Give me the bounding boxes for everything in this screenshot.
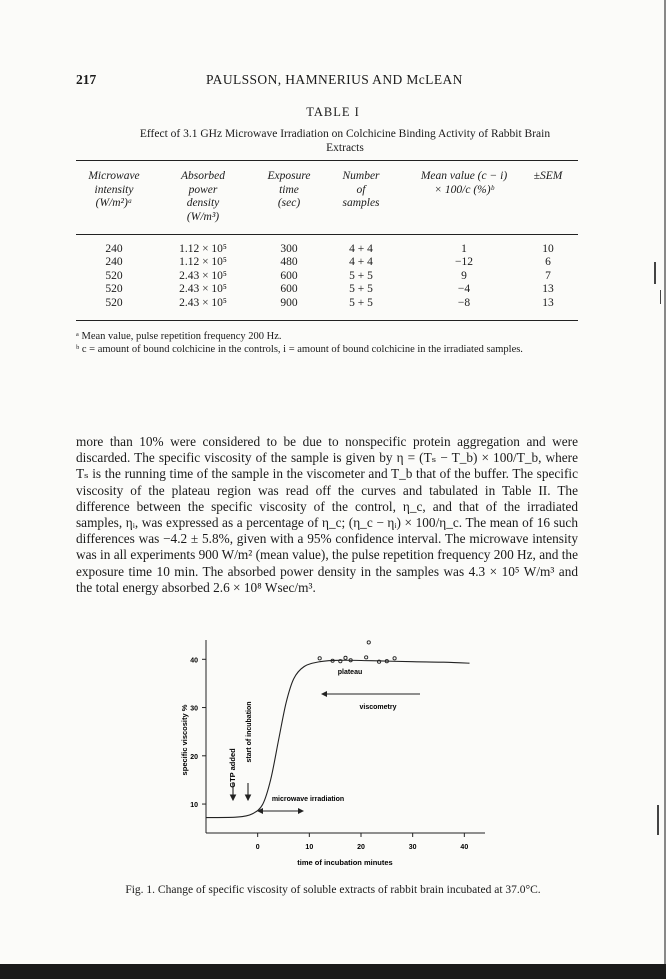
cell-samples: 5 + 5: [349, 269, 373, 282]
y-axis-label: specific viscosity %: [180, 704, 189, 776]
cell-exposure: 480: [280, 256, 298, 269]
cell-samples: 4 + 4: [349, 243, 373, 255]
data-point: [344, 656, 347, 659]
header-mean-value: [402, 170, 526, 197]
cell-intensity: 520: [105, 283, 123, 296]
cell-intensity: 240: [105, 256, 123, 269]
figure-caption: Fig. 1. Change of specific viscosity of soluble extracts of rabbit brain incubated at 37.0°C.: [125, 884, 541, 896]
cell-power-density: 1.12 × 10⁵: [179, 256, 227, 269]
data-point: [367, 641, 370, 644]
page-number: 217: [76, 72, 97, 87]
cell-samples: 5 + 5: [349, 296, 373, 309]
table-row: [76, 283, 578, 296]
cell-exposure: 600: [280, 269, 298, 282]
header-line: (W/m³): [186, 210, 220, 223]
cell-mean-value: 1: [461, 243, 467, 255]
cell-power-density: 2.43 × 10⁵: [179, 283, 227, 296]
scan-edge-mark: [654, 262, 656, 284]
y-tick-label: 30: [190, 705, 198, 713]
y-tick-label: 10: [190, 802, 198, 810]
table-caption: Effect of 3.1 GHz Microwave Irradiation on Colchicine Binding Activity of Rabbit Brain Extracts: [139, 128, 551, 154]
header-microwave-intensity: [76, 170, 152, 211]
cell-exposure: 600: [280, 283, 298, 296]
author-names: PAULSSON, HAMNERIUS AND McLEAN: [206, 72, 463, 87]
x-ticks: [256, 833, 469, 851]
cell-mean-value: 9: [461, 269, 467, 282]
header-line: Number: [342, 170, 380, 182]
header-line: Absorbed: [180, 170, 226, 182]
cell-mean-value: −8: [457, 296, 471, 309]
x-tick-label: 20: [357, 844, 365, 851]
cell-intensity: 520: [105, 296, 123, 309]
cell-intensity: 520: [105, 269, 123, 282]
cell-sem: 13: [542, 296, 554, 309]
scan-edge-mark: [657, 805, 659, 835]
cell-power-density: 1.12 × 10⁵: [179, 243, 227, 255]
header-line: time: [279, 183, 299, 196]
cell-samples: 5 + 5: [349, 283, 373, 296]
cell-power-density: 2.43 × 10⁵: [179, 296, 227, 309]
table-top-rule: [76, 160, 578, 161]
table-body: [76, 243, 578, 310]
body-text: [76, 434, 578, 596]
header-line: intensity: [94, 183, 134, 196]
cell-sem: 13: [542, 283, 554, 296]
scan-bottom-band: [0, 964, 666, 979]
header-line: samples: [342, 197, 380, 209]
x-axis-label: time of incubation minutes: [297, 858, 393, 867]
cell-mean-value: −4: [457, 283, 471, 296]
cell-sem: 10: [542, 243, 554, 255]
table-row: [76, 256, 578, 269]
header-line: Exposure: [267, 170, 311, 182]
header-line: Mean value (c − i): [420, 170, 508, 182]
cell-power-density: 2.43 × 10⁵: [179, 269, 227, 282]
x-tick-label: 10: [305, 844, 314, 851]
table-title: TABLE I: [306, 105, 360, 119]
header-exposure-time: [252, 170, 326, 211]
header-sem: [518, 170, 578, 184]
cell-sem: 7: [545, 269, 551, 282]
annotation-gtp-added: GTP added: [228, 748, 237, 788]
data-point: [365, 656, 368, 659]
header-line: × 100/c (%)ᵇ: [434, 183, 494, 196]
cell-exposure: 900: [280, 296, 298, 309]
cell-intensity: 240: [105, 243, 123, 255]
annotation-plateau: plateau: [337, 669, 363, 676]
y-tick-label: 20: [190, 753, 198, 761]
header-number-of-samples: [330, 170, 392, 211]
annotation-viscometry: viscometry: [359, 704, 397, 711]
x-tick-label: 30: [408, 844, 417, 851]
header-line: ±SEM: [533, 170, 563, 182]
footnote-b: ᵇ c = amount of bound colchicine in the controls, i = amount of bound colchicine in the irradiated samples.: [76, 344, 523, 355]
table-row: [76, 243, 578, 256]
table-bottom-rule: [76, 320, 578, 321]
table-header-rule: [76, 234, 578, 235]
data-point: [393, 657, 396, 660]
scan-edge-mark: [660, 290, 661, 304]
cell-samples: 4 + 4: [349, 256, 373, 269]
header-line: of: [356, 183, 366, 196]
x-tick-label: 40: [460, 844, 469, 851]
data-point: [318, 657, 321, 660]
annotation-start-of-incubation: start of incubation: [246, 701, 253, 763]
header-line: (W/m²)ᵃ: [95, 197, 133, 209]
viscosity-chart: [160, 620, 505, 875]
y-tick-label: 40: [190, 657, 198, 665]
table-row: [76, 270, 578, 283]
body-paragraph: more than 10% were considered to be due to nonspecific protein aggregation and were discarded. The specific viscosity of the sample is given by η = (Tₛ − T_b) × 100/T_b, where Tₛ is the running time of the sample in the viscometer and T_b that of the buffer. The specific viscosity of the plateau region was read off the curves and tabulated in Table II. The difference between the specific viscosity of the control, η_c, and that of the irradiated samples, ηᵢ, was expressed as a percentage of η_c; (η_c − ηᵢ) × 100/η_c. The mean of 16 such differences was −4.2 ± 5.8%, given with a 95% confidence interval. The microwave intensity was in all experiments 900 W/m² (mean value), the pulse repetition frequency 200 Hz, and the exposure time 10 min. The absorbed power density in the samples was 4.3 × 10⁵ W/m³ and the total energy absorbed 2.6 × 10⁸ Wsec/m³.: [76, 434, 578, 595]
cell-mean-value: −12: [455, 256, 473, 269]
table-footnotes: [76, 330, 581, 356]
y-ticks: [190, 657, 206, 809]
header-line: power: [188, 183, 218, 196]
cell-sem: 6: [545, 256, 551, 269]
running-head: [76, 72, 581, 90]
header-line: density: [186, 197, 220, 209]
cell-exposure: 300: [280, 243, 298, 255]
header-absorbed-power: [162, 170, 244, 224]
header-line: (sec): [277, 197, 301, 209]
x-tick-label: 0: [255, 844, 260, 851]
table-row: [76, 297, 578, 310]
annotation-microwave-irradiation: microwave irradiation: [271, 796, 345, 803]
figure-1: [160, 620, 505, 875]
footnote-a: ᵃ Mean value, pulse repetition frequency 200 Hz.: [76, 331, 282, 342]
header-line: Microwave: [88, 170, 140, 182]
